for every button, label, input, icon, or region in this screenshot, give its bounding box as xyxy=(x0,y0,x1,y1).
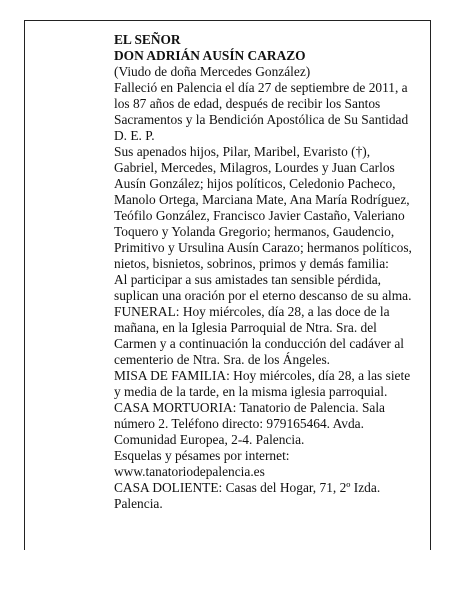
website-line: www.tanatoriodepalencia.es xyxy=(114,464,265,479)
text-line: Manolo Ortega, Marciana Mate, Ana María Rodríguez, xyxy=(114,192,410,207)
widower-line: (Viudo de doña Mercedes González) xyxy=(114,64,311,79)
text-line: Primitivo y Ursulina Ausín Carazo; hermanos políticos, xyxy=(114,240,412,255)
deceased-name: DON ADRIÁN AUSÍN CARAZO xyxy=(114,48,306,63)
condolences-line: Esquelas y pésames por internet: xyxy=(114,448,290,463)
text-line: Sus apenados hijos, Pilar, Maribel, Evaristo (†), xyxy=(114,144,371,159)
rip-line: D. E. P. xyxy=(114,128,155,143)
mortuary-line: CASA MORTUORIA: Tanatorio de Palencia. Sala xyxy=(114,400,385,415)
text-line: Carmen y a continuación la conducción del cadáver al xyxy=(114,336,405,351)
text-line: Toquero y Yolanda Gregorio; hermanos, Gaudencio, xyxy=(114,224,395,239)
text-line: Teófilo González, Francisco Javier Castaño, Valeriano xyxy=(114,208,405,223)
text-line: Gabriel, Mercedes, Milagros, Lourdes y Juan Carlos xyxy=(114,160,395,175)
text-line: número 2. Teléfono directo: 979165464. Avda. xyxy=(114,416,364,431)
notice-title: EL SEÑOR xyxy=(114,32,181,47)
obituary-notice xyxy=(114,32,426,512)
text-line: Falleció en Palencia el día 27 de septiembre de 2011, a xyxy=(114,80,408,95)
text-line: Palencia. xyxy=(114,496,163,511)
text-line: mañana, en la Iglesia Parroquial de Ntra. Sra. del xyxy=(114,320,377,335)
text-line: cementerio de Ntra. Sra. de los Ángeles. xyxy=(114,352,331,367)
mourning-house-line: CASA DOLIENTE: Casas del Hogar, 71, 2º Izda. xyxy=(114,480,381,495)
text-line: los 87 años de edad, después de recibir los Santos xyxy=(114,96,381,111)
text-line: Ausín González; hijos políticos, Celedonio Pacheco, xyxy=(114,176,396,191)
funeral-line: FUNERAL: Hoy miércoles, día 28, a las doce de la xyxy=(114,304,390,319)
text-line: nietos, bisnietos, sobrinos, primos y demás familia: xyxy=(114,256,389,271)
text-line: y media de la tarde, en la misma iglesia parroquial. xyxy=(114,384,388,399)
text-line: Sacramentos y la Bendición Apostólica de Su Santidad xyxy=(114,112,409,127)
text-line: suplican una oración por el eterno descanso de su alma. xyxy=(114,288,412,303)
text-line: Comunidad Europea, 2-4. Palencia. xyxy=(114,432,305,447)
text-line: Al participar a sus amistades tan sensible pérdida, xyxy=(114,272,381,287)
family-mass-line: MISA DE FAMILIA: Hoy miércoles, día 28, a las siete xyxy=(114,368,411,383)
